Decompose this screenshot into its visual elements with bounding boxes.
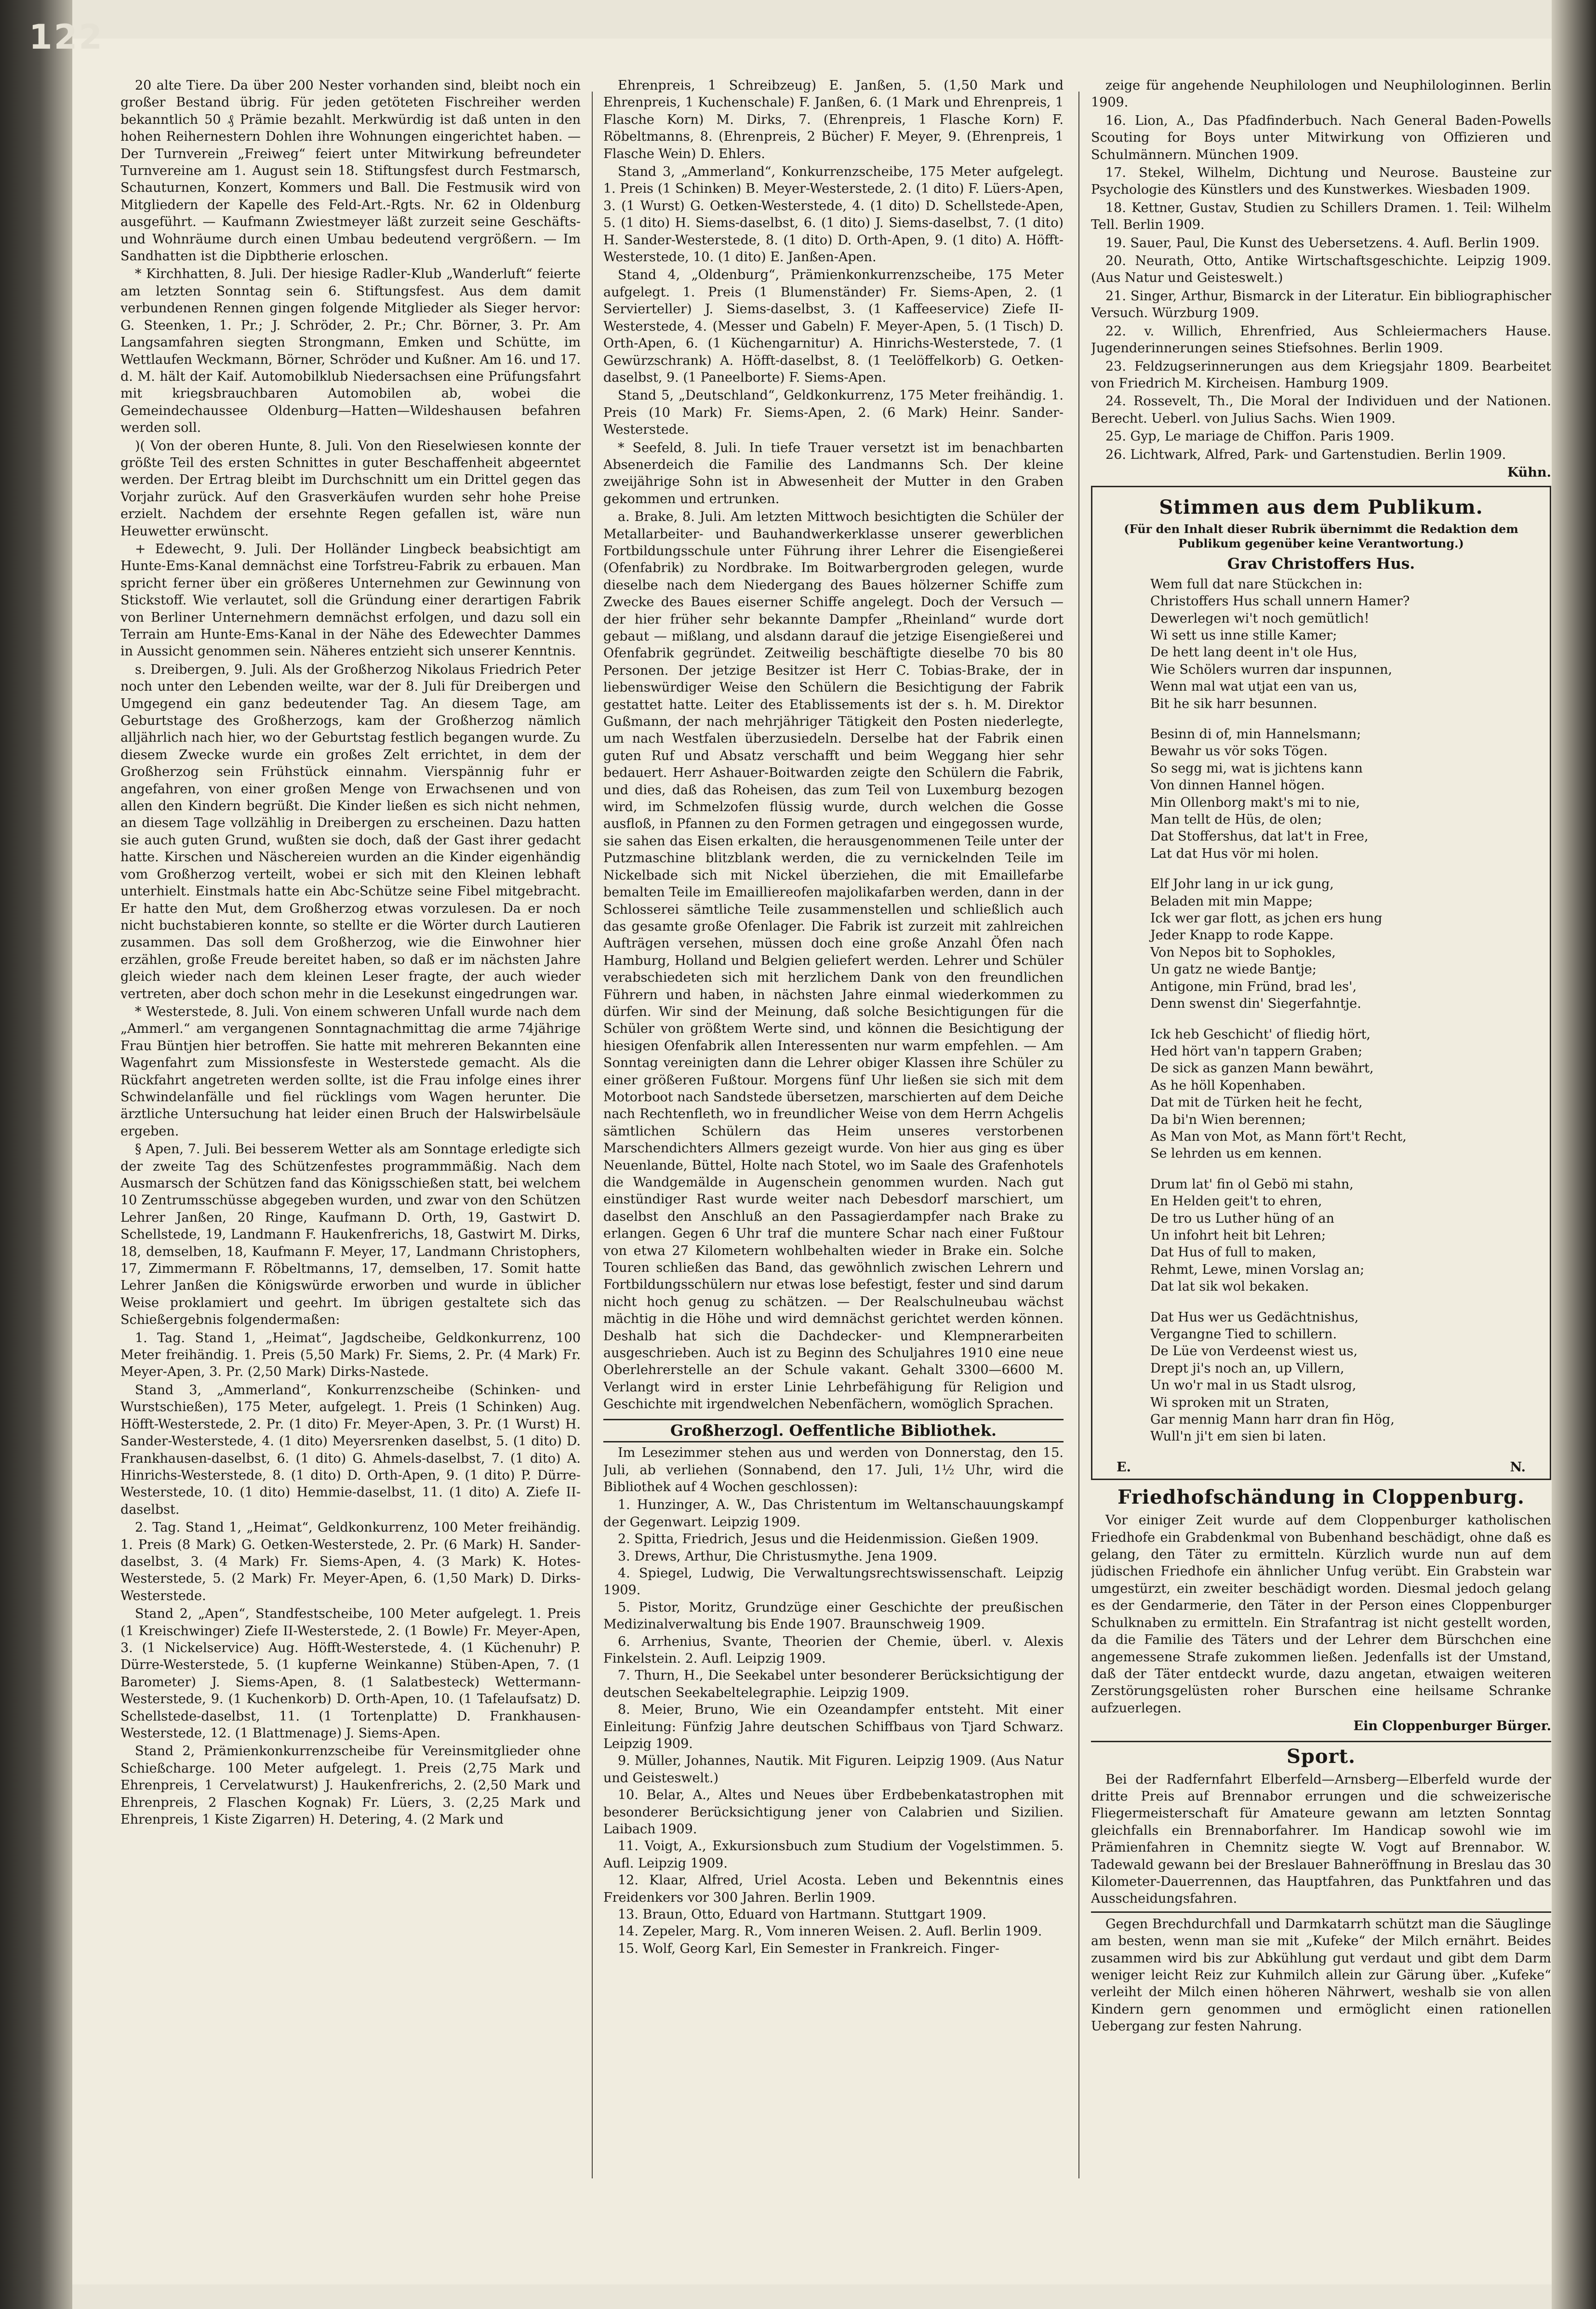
poem-line: Man tellt de Hüs, de olen; (1150, 812, 1322, 828)
poem-title: Grav Christoffers Hus. (1227, 555, 1415, 573)
list-item: 9. Müller, Johannes, Nautik. Mit Figuren. Leipzig 1909. (Aus Natur und Geisteswelt.) (603, 1753, 1064, 1786)
poem-stanza (1150, 726, 1545, 862)
list-item: 24. Rossevelt, Th., Die Moral der Individuen und der Nationen. Berecht. Ueberl. von Julius Sachs. Wien 1909. (1091, 394, 1551, 426)
poem-line: De sick as ganzen Mann bewährt, (1150, 1061, 1374, 1076)
list-item: 18. Kettner, Gustav, Studien zu Schillers Dramen. 1. Teil: Wilhelm Tell. Berlin 1909. (1091, 200, 1551, 233)
list-item: 23. Feldzugserinnerungen aus dem Kriegsjahr 1809. Bearbeitet von Friedrich M. Kircheisen. Hamburg 1909. (1091, 359, 1551, 391)
poem-line: Rehmt, Lewe, minen Vorslag an; (1150, 1262, 1365, 1277)
article-edewecht: + Edewecht, 9. Juli. Der Holländer Lingbeck beabsichtigt am Hunte-Ems-Kanal demnächst eine Torfstreu-Fabrik zu erbauen. Man spricht ferner über ein größeres Unternehmen zur Gewinnung von Stickstoff. Wie verlautet, soll die Gründung einer derartigen Fabrik von Berliner Unternehmern demnächst erfolgen, und dazu soll ein Terrain am Hunte-Ems-Kanal in der Nähe des Edewechter Dammes in Aussicht genommen sein. Näheres entzieht sich unserer Kenntnis. (120, 541, 581, 659)
poem-line: De Lüe von Verdeenst wiest us, (1150, 1344, 1358, 1359)
poem-stanza (1150, 1026, 1545, 1162)
article-apen: § Apen, 7. Juli. Bei besserem Wetter als am Sonntage erledigte sich der zweite Tag des Schützenfestes programmmäßig. Nach dem Ausmarsch der Schützen fand das Königsschießen statt, bei welchem 10 Zentrumsschüsse abgegeben wurden, und zwar von den Schützen Lehrer Janßen, 20 Ringe, Kaufmann D. Orth, 19, Gastwirt D. Schellstede, 19, Landmann F. Haukenfrerichs, 18, Gastwirt M. Dirks, 18, demselben, 18, Kaufmann F. Meyer, 17, Landmann Christophers, 17, Zimmermann F. Röbeltmanns, 17, demselben, 17. Somit hatte Lehrer Janßen die Königswürde erworben und wurde in üblicher Weise proklamiert und geehrt. Im übrigen gestaltete sich das Schießergebnis folgendermaßen: (120, 1142, 581, 1328)
friedhof-heading: Friedhofschändung in Cloppenburg. (1117, 1486, 1525, 1509)
poem-line: Dat Stoffershus, dat lat't in Free, (1150, 829, 1369, 844)
poem-line: Da bi'n Wien berennen; (1150, 1112, 1306, 1127)
signature-left: E. (1117, 1459, 1131, 1475)
result-paragraph: Stand 3, „Ammerland“, Konkurrenzscheibe, 175 Meter aufgelegt. 1. Preis (1 Schinken) B. Meyer-Westerstede, 2. (1 dito) F. Lüers-Apen, 3. (1 Wurst) G. Oetken-Westerstede, 4. (1 dito) D. Schellstede-Apen, 5. (1 dito) H. Siems-daselbst, 6. (1 dito) J. Siems-daselbst, 7. (1 dito) H. Sander-Westerstede, 8. (1 dito) D. Orth-Apen, 9. (1 dito) A. Höfft-Westerstede, 10. (1 dito) E. Janßen-Apen. (603, 164, 1064, 265)
poem-line: Bit he sik harr besunnen. (1150, 696, 1317, 711)
poem-line: Besinn di of, min Hannelsmann; (1150, 727, 1361, 742)
page-edge (1552, 0, 1596, 2309)
list-item: 7. Thurn, H., Die Seekabel unter besonderer Berücksichtigung der deutschen Seekabeltelegraphie. Leipzig 1909. (603, 1668, 1064, 1700)
poem-line: Gar mennig Mann harr dran fin Hög, (1150, 1412, 1395, 1428)
poem-line: Lat dat Hus vör mi holen. (1150, 846, 1319, 861)
result-paragraph: Stand 3, „Ammerland“, Konkurrenzscheibe (Schinken- und Wurstschießen), 175 Meter, aufgelegt. 1. Preis (1 Schinken) Aug. Höfft-Westerstede, 2. Pr. (1 dito) Fr. Meyer-Apen, 3. Pr. (1 Wurst) H. Sander-Westerstede, 4. (1 dito) Meyersrenken daselbst, 5. (1 dito) D. Frankhausen-daselbst, 6. (1 dito) G. Ahmels-daselbst, 7. (1 dito) A. Hinrichs-Westerstede, 8. (1 dito) D. Orth-Apen, 9. (1 dito) P. Dürre-Westerstede, 10. (1 dito) Hemmie-daselbst, 11. (1 dito) A. Ziefe II-daselbst. (120, 1382, 581, 1517)
poem-line: Vergangne Tied to schillern. (1150, 1327, 1337, 1342)
article-seefeld: * Seefeld, 8. Juli. In tiefe Trauer versetzt ist im benachbarten Absenerdeich die Familie des Landmanns Sch. Der kleine zweijährige Sohn ist in Abwesenheit der Mutter in den Graben gekommen und ertrunken. (603, 440, 1064, 507)
poem-line: Un wo'r mal in us Stadt ulsrog, (1150, 1378, 1357, 1393)
poem-stanza (1150, 876, 1545, 1012)
list-item: 11. Voigt, A., Exkursionsbuch zum Studium der Vogelstimmen. 5. Aufl. Leipzig 1909. (603, 1839, 1064, 1871)
list-item: 10. Belar, A., Altes und Neues über Erdbebenkatastrophen mit besonderer Berücksichtigung jener von Calabrien und Sizilien. Laibach 1909. (603, 1788, 1064, 1837)
poem-line: Jeder Knapp to rode Kappe. (1150, 928, 1334, 943)
page-number: 122 (29, 17, 104, 57)
poem-line: Wi sett us inne stille Kamer; (1150, 627, 1337, 643)
signature-right: N. (1510, 1459, 1526, 1475)
list-item: 21. Singer, Arthur, Bismarck in der Literatur. Ein bibliographischer Versuch. Würzburg 1909. (1091, 288, 1551, 321)
poem-line: Von dinnen Hannel högen. (1150, 778, 1325, 793)
poem-stanza (1150, 576, 1545, 712)
publikum-section (1091, 486, 1551, 1480)
list-item: 4. Spiegel, Ludwig, Die Verwaltungsrechtswissenschaft. Leipzig 1909. (603, 1565, 1064, 1598)
editorial-note: (Für den Inhalt dieser Rubrik übernimmt die Redaktion dem Publikum gegenüber keine Verantwortung.) (1124, 522, 1518, 551)
result-paragraph: 1. Tag. Stand 1, „Heimat“, Jagdscheibe, Geldkonkurrenz, 100 Meter freihändig. 1. Preis (5,50 Mark) Fr. Siems, 2. Pr. (4 Mark) Fr. Meyer-Apen, 3. Pr. (2,50 Mark) Dirks-Nastede. (120, 1330, 581, 1380)
article-obere-hunte: )( Von der oberen Hunte, 8. Juli. Von den Rieselwiesen konnte der größte Teil des ersten Schnittes in guter Beschaffenheit abgeerntet werden. Der Ertrag bleibt im Durchschnitt um ein Drittel gegen das Vorjahr zurück. Auf den Grasverkäufen wurden sehr hohe Preise erzielt. Nachdem der ersehnte Regen gefallen ist, wäre nun Heuwetter erwünscht. (120, 438, 581, 539)
poem-line: De tro us Luther hüng of an (1150, 1211, 1335, 1226)
result-paragraph: 2. Tag. Stand 1, „Heimat“, Geldkonkurrenz, 100 Meter freihändig. 1. Preis (8 Mark) G. Oetken-Westerstede, 2. Pr. (6 Mark) H. Sander-daselbst, 3. (4 Mark) Fr. Siems-Apen, 4. (3 Mark) K. Hotes-Westerstede, 5. (2 Mark) Fr. Meyer-Apen, 6. (1,50 Mark) D. Dirks-Westerstede. (120, 1520, 581, 1603)
list-item: 25. Gyp, Le mariage de Chiffon. Paris 1909. (1105, 429, 1395, 444)
poem-line: Dat Hus wer us Gedächtnishus, (1150, 1309, 1359, 1325)
poem-line: As Man von Mot, as Mann fört't Recht, (1150, 1129, 1407, 1144)
section-heading: Stimmen aus dem Publikum. (1159, 496, 1483, 519)
column-divider (1078, 92, 1079, 2178)
poem-signature (1097, 1459, 1545, 1476)
poem-line: Ick wer gar flott, as jchen ers hung (1150, 911, 1383, 926)
article-paragraph: 20 alte Tiere. Da über 200 Nester vorhanden sind, bleibt noch ein großer Bestand übrig. Für jeden getöteten Fischreiher werden bekanntlich 50 ₰ Prämie bezahlt. Merkwürdig ist daß unten in den hohen Reihernestern Dohlen ihre Wohnungen eingerichtet haben. — Der Turnverein „Freiweg“ feiert unter Mitwirkung befreundeter Turnvereine am 1. August sein 18. Stiftungsfest durch Festmarsch, Schauturnen, Konzert, Kommers und Ball. Die Festmusik wird von Mitgliedern der Kapelle des Feld-Art.-Rgts. Nr. 62 in Oldenburg ausgeführt. — Kaufmann Zwiestmeyer läßt zurzeit seine Geschäfts- und Wohnräume durch einen Umbau bedeutend vergrößern. — Im Sandhatten ist die Dipbtherie erloschen. (120, 78, 581, 264)
article-dreibergen: s. Dreibergen, 9. Juli. Als der Großherzog Nikolaus Friedrich Peter noch unter den Lebenden weilte, war der 8. Juli für Dreibergen und Umgegend ein ganz bedeutender Tag. An diesem Tage, am Geburtstage des Großherzogs, kam der Großherzog nämlich alljährlich nach hier, wo der Geburtstag festlich begangen wurde. Zu diesem Zwecke wurde ein großes Zelt errichtet, in dem der Großherzog sein Frühstück einnahm. Vierspännig fuhr er angefahren, von einer großen Menge von Erwachsenen und von allen den Kindern begrüßt. Die Kinder ließen es sich nicht nehmen, an diesem Tage vollzählig in Dreibergen zu erscheinen. Dazu hatten sie auch guten Grund, wußten sie doch, daß der Gast ihrer gedacht hatte. Kirschen und Näschereien wurden an die Kinder eigenhändig vom Großherzog verteilt, wobei er sich mit den Kleinen lebhaft unterhielt. Einstmals hatte ein Abc-Schütze seine Fibel mitgebracht. Er hatte den Mut, dem Großherzog etwas vorzulesen. Da er noch nicht buchstabieren konnte, so stellte er die Wörter durch Lautieren zusammen. Das soll dem Großherzog, wie die Einwohner hier erzählen, große Freude bereitet haben, so daß er im nächsten Jahre gleich wieder nach dem kleinen Leser fragte, der auch wieder vertreten, aber doch schon mehr in die Lesekunst eingedrungen war. (120, 662, 581, 1001)
poem-line: As he höll Kopenhaben. (1150, 1078, 1306, 1093)
result-paragraph: Stand 2, „Apen“, Standfestscheibe, 100 Meter aufgelegt. 1. Preis (1 Kreischwinger) Ziefe II-Westerstede, 2. (1 Bowle) Fr. Meyer-Apen, 3. (1 Nickelservice) Aug. Höfft-Westerstede, 4. (1 Küchenuhr) P. Dürre-Westerstede, 5. (1 kupferne Weinkanne) Stüben-Apen, 7. (1 Barometer) J. Siems-Apen, 8. (1 Salatbesteck) Wettermann-Westerstede, 9. (1 Kuchenkorb) D. Orth-Apen, 10. (1 Tafelaufsatz) D. Schellstede-daselbst, 11. (1 Tortenplatte) D. Frankhausen-Westerstede, 12. (1 Blattmenage) J. Siems-Apen. (120, 1606, 581, 1741)
poem-line: Elf Johr lang in ur ick gung, (1150, 877, 1334, 892)
list-item: 8. Meier, Bruno, Wie ein Ozeandampfer entsteht. Mit einer Einleitung: Fünfzig Jahre deutschen Schiffbaus von Tjard Schwarz. Leipzig 1909. (603, 1702, 1064, 1751)
sport-article: Bei der Radfernfahrt Elberfeld—Arnsberg—Elberfeld wurde der dritte Preis auf Brennabor errungen und die schweizerische Fliegermeisterschaft für Amateure gewann am letzten Sonntag gleichfalls ein Brennaborfahrer. Im Handicap sowohl wie im Prämienfahren in Chemnitz siegte W. Vogt auf Brennabor. W. Tadewald gewann bei der Breslauer Bahneröffnung in Breslau das 30 Kilometer-Dauerrennen, das Hauptfahren, das Punktfahren und das Ausscheidungsfahren. (1091, 1772, 1551, 1907)
poem-line: Antigone, min Fründ, brad les', (1150, 979, 1357, 994)
result-paragraph: Stand 2, Prämienkonkurrenzscheibe für Vereinsmitglieder ohne Schießcharge. 100 Meter aufgelegt. 1. Preis (2,75 Mark und Ehrenpreis, 1 Cervelatwurst) J. Haukenfrerichs, 2. (2,50 Mark und Ehrenpreis, 2 Flaschen Kognak) Fr. Lüers, 3. (2,25 Mark und Ehrenpreis, 1 Kiste Zigarren) H. Detering, 4. (2 Mark und (120, 1744, 581, 1828)
result-paragraph: Stand 5, „Deutschland“, Geldkonkurrenz, 175 Meter freihändig. 1. Preis (10 Mark) Fr. Siems-Apen, 2. (6 Mark) Heinr. Sander-Westerstede. (603, 388, 1064, 438)
signature: Kühn. (1507, 465, 1551, 480)
poem-line: Drum lat' fin ol Gebö mi stahn, (1150, 1176, 1354, 1192)
list-item: 13. Braun, Otto, Eduard von Hartmann. Stuttgart 1909. (618, 1907, 986, 1922)
list-item: 17. Stekel, Wilhelm, Dichtung und Neurose. Bausteine zur Psychologie des Künstlers und des Kunstwerkes. Wiesbaden 1909. (1091, 165, 1551, 198)
poem (1150, 576, 1545, 1445)
poem-line: Un infohrt heit bit Lehren; (1150, 1228, 1326, 1243)
poem-line: Denn swenst din' Siegerfahntje. (1150, 996, 1361, 1012)
poem-line: Wi sproken mit un Straten, (1150, 1395, 1330, 1410)
poem-line: Wie Schölers wurren dar inspunnen, (1150, 662, 1393, 677)
poem-line: Se lehrden us em kennen. (1150, 1146, 1322, 1161)
result-paragraph: Stand 4, „Oldenburg“, Prämienkonkurrenzscheibe, 175 Meter aufgelegt. 1. Preis (1 Blumenständer) Fr. Siems-Apen, 2. (1 Servierteller) J. Siems-daselbst, 3. (1 Kaffeeservice) Ziefe II-Westerstede, 4. (Messer und Gabeln) F. Meyer-Apen, 5. (1 Tisch) D. Orth-Apen, 6. (1 Küchengarnitur) A. Hinrichs-Westerstede, 7. (1 Gewürzschrank) A. Höfft-daselbst, 8. (1 Teelöffelkorb) G. Oetken-daselbst, 9. (1 Paneelborte) F. Siems-Apen. (603, 267, 1064, 385)
list-item: 12. Klaar, Alfred, Uriel Acosta. Leben und Bekenntnis eines Freidenkers vor 300 Jahren. Berlin 1909. (603, 1873, 1064, 1905)
poem-line: Dat Hus of full to maken, (1150, 1245, 1317, 1260)
column-3 (1091, 77, 1551, 2236)
poem-line: Bewahr us vör soks Tögen. (1150, 744, 1328, 759)
list-item: 6. Arrhenius, Svante, Theorien der Chemie, überl. v. Alexis Finkelstein. 2. Aufl. Leipzig 1909. (603, 1634, 1064, 1666)
poem-line: Dewerlegen wi't noch gemütlich! (1150, 611, 1370, 626)
list-item: 15. Wolf, Georg Karl, Ein Semester in Frankreich. Finger- (618, 1941, 999, 1956)
poem-line: Wem full dat nare Stückchen in: (1150, 576, 1363, 592)
list-item: 2. Spitta, Friedrich, Jesus und die Heidenmission. Gießen 1909. (618, 1532, 1039, 1547)
poem-stanza (1150, 1176, 1545, 1295)
poem-line: Min Ollenborg makt's mi to nie, (1150, 795, 1360, 810)
list-item: 3. Drews, Arthur, Die Christusmythe. Jena 1909. (618, 1548, 937, 1564)
list-item: 16. Lion, A., Das Pfadfinderbuch. Nach General Baden-Powells Scouting for Boys unter Mitwirkung von Offizieren und Schulmännern. München 1909. (1091, 113, 1551, 162)
poem-line: Beladen mit min Mappe; (1150, 894, 1313, 909)
poem-line: Wull'n ji't em sien bi laten. (1150, 1429, 1327, 1444)
poem-line: So segg mi, wat is jichtens kann (1150, 761, 1363, 776)
poem-line: Von Nepos bit to Sophokles, (1150, 945, 1336, 960)
list-item: 19. Sauer, Paul, Die Kunst des Uebersetzens. 4. Aufl. Berlin 1909. (1105, 235, 1540, 251)
list-item: 26. Lichtwark, Alfred, Park- und Gartenstudien. Berlin 1909. (1105, 447, 1506, 462)
article-kirchhatten: * Kirchhatten, 8. Juli. Der hiesige Radler-Klub „Wanderluft“ feierte am letzten Sonntag sein 6. Stiftungsfest. Aus dem damit verbundenen Rennen gingen folgende Mitglieder als Sieger hervor: G. Steenken, 1. Pr.; J. Schröder, 2. Pr.; Chr. Börner, 3. Pr. Am Langsamfahren siegten Strongmann, Emken und Schütte, im Wettlaufen Weckmann, Börner, Schröder und Kußner. Am 16. und 17. d. M. hält der Kaif. Automobilklub Niedersachsen eine Prüfungsfahrt mit kriegsbrauchbaren Automobilen ab, wobei die Gemeindechaussee Oldenburg—Hatten—Wildeshausen befahren werden soll. (120, 267, 581, 436)
library-intro: Im Lesezimmer stehen aus und werden von Donnerstag, den 15. Juli, ab verliehen (Sonnabend, den 17. Juli, 1½ Uhr, wird die Bibliothek auf 4 Wochen geschlossen): (603, 1445, 1064, 1495)
advertisement: Gegen Brechdurchfall und Darmkatarrh schützt man die Säuglinge am besten, wenn man sie mit „Kufeke“ der Milch ernährt. Beides zusammen wird bis zur Abkühlung gut verdaut und gibt dem Darm weniger leicht Reiz zur Kuhmilch allein zur Gärung über. „Kufeke“ verleiht der Milch einen höheren Nährwert, weshalb sie von allen Kindern gern genommen und ermöglicht einen rationellen Uebergang zur festen Nahrung. (1091, 1911, 1551, 2035)
list-item: 1. Hunzinger, A. W., Das Christentum im Weltanschauungskampf der Gegenwart. Leipzig 1909. (603, 1497, 1064, 1530)
poem-stanza (1150, 1309, 1545, 1445)
column-1 (120, 77, 581, 2236)
list-item: 20. Neurath, Otto, Antike Wirtschaftsgeschichte. Leipzig 1909. (Aus Natur und Geisteswelt.) (1091, 254, 1551, 286)
poem-line: De hett lang deent in't ole Hus, (1150, 645, 1357, 660)
poem-line: Christoffers Hus schall unnern Hamer? (1150, 594, 1410, 609)
poem-line: Ick heb Geschicht' of fliedig hört, (1150, 1027, 1371, 1042)
library-heading: Großherzogl. Oeffentliche Bibliothek. (603, 1419, 1064, 1442)
article-brake: a. Brake, 8. Juli. Am letzten Mittwoch besichtigten die Schüler der Metallarbeiter- und Bauhandwerkerklasse unserer gewerblichen Fortbildungsschule unter Führung ihrer Lehrer die Eisengießerei (Ofenfabrik) zu Nordbrake. Im Boitwarbergroden gelegen, wurde dieselbe nach dem Niedergang des Baues hölzerner Schiffe zum Zwecke des Baues eiserner Schiffe angelegt. Doch der Versuch — der hier früher sehr bekannte Dampfer „Rheinland“ wurde dort gebaut — mißlang, und alsdann darauf die jetzige Eisengießerei und Ofenfabrik gegründet. Zeitweilig beschäftigte dieselbe 70 bis 80 Personen. Der jetzige Besitzer ist Herr C. Tobias-Brake, der in liebenswürdiger Weise den Schülern die Besichtigung der Fabrik gestattet hatte. Leiter des Etablissements ist der s. h. M. Direktor Gußmann, der nach mehrjähriger Tätigkeit den Posten niederlegte, um nach Westfalen überzusiedeln. Derselbe hat der Fabrik einen guten Ruf und Absatz verschafft und beim Weggang hier sehr bedauert. Herr Ashauer-Boitwarden zeigte den Schülern die Fabrik, und dies, daß das Roheisen, das zum Teil von Luxemburg bezogen wird, im Schmelzofen flüssig wurde, durch welchen die Gosse ausfloß, in Pfannen zu den Formen getragen und eingegossen wurde, sie sahen das Eisen erkalten, die herausgenommenen Teile unter der Putzmaschine blitzblank werden, die zu vernickelnden Teile im Nickelbade sich mit Nickel überziehen, die mit Emaillefarbe bemalten Teile im Emailliereofen majolikafarben werden, dann in der Schlosserei sämtliche Teile zusammenstellen und schließlich auch das gesamte große Ofenlager. Die Fabrik ist zurzeit mit zahlreichen Aufträgen versehen, müssen doch eine große Anzahl Öfen nach Hamburg, Holland und Belgien geliefert werden. Lehrer und Schüler verabschiedeten sich mit herzlichem Dank von den freundlichen Führern und haben, in nächsten Jahre einmal wiederkommen zu dürfen. Wir sind der Meinung, daß solche Besichtigungen für die Schüler von größtem Werte sind, und können die Besichtigung der hiesigen Ofenfabrik allen Interessenten nur warm empfehlen. — Am Sonntag vereinigten dann die Lehrer obiger Klassen ihre Schüler zu einer größeren Fußtour. Morgens fünf Uhr ließen sie sich mit dem Motorboot nach Sandstede übersetzen, marschierten auf dem Deiche nach Rechtenfleth, wo in freundlicher Weise von dem Herrn Achgelis sämtlichen Schülern das Heim unseres verstorbenen Marschendichters Allmers gezeigt wurde. Von hier aus ging es über Neuenlande, Büttel, Holte nach Stotel, wo im Saale des Grafenhotels die Wandgemälde in Augenschein genommen wurden. Nach gut einstündiger Rast wurde weiter nach Debesdorf marschiert, um daselbst den Anschluß an den Passagierdampfer nach Brake zu erlangen. Gegen 6 Uhr traf die muntere Schar nach einer Fußtour von etwa 27 Kilometern wohlbehalten wieder in Brake ein. Solche Touren schließen das Band, das gewöhnlich zwischen Lehrern und Fortbildungsschülern nur etwas lose befestigt, fester und sind darum nicht hoch genug zu schätzen. — Der Realschulneubau wächst mächtig in die Höhe und wird demnächst gerichtet werden können. Deshalb hat sich die Dachdecker- und Klempnerarbeiten ausgeschrieben. Auch ist zu Beginn des Schuljahres 1910 eine neue Oberlehrerstelle an der Schule vakant. Gehalt 3300—6600 M. Verlangt wird in erster Linie Lehrbefähigung für Religion und Geschichte mit irgendwelchen Nebenfächern, womöglich Sprachen. (603, 509, 1064, 1412)
poem-line: Dat lat sik wol bekaken. (1150, 1279, 1309, 1295)
column-divider (592, 92, 593, 2178)
book-binding (0, 0, 72, 2309)
list-item: 5. Pistor, Moritz, Grundzüge einer Geschichte der preußischen Medizinalverwaltung bis Ende 1907. Braunschweig 1909. (603, 1600, 1064, 1632)
article-westerstede: * Westerstede, 8. Juli. Von einem schweren Unfall wurde nach dem „Ammerl.“ am vergangenen Sonntagnachmittag die arme 74jährige Frau Büntjen hier betroffen. Sie hatte mit mehreren Bekannten eine Wagenfahrt zum Missionsfeste in Westerstede gemacht. Als die Rückfahrt angetreten werden sollte, ist die Frau infolge eines ihrer Schwindelanfälle und fiel rücklings vom Wagen herunter. Die ärztliche Untersuchung hat leider einen Bruch der Halswirbelsäule ergeben. (120, 1004, 581, 1139)
list-item: 22. v. Willich, Ehrenfried, Aus Schleiermachers Hause. Jugenderinnerungen seines Stiefsohnes. Berlin 1909. (1091, 323, 1551, 356)
poem-line: Dat mit de Türken heit he fecht, (1150, 1095, 1363, 1110)
result-paragraph: Ehrenpreis, 1 Schreibzeug) E. Janßen, 5. (1,50 Mark und Ehrenpreis, 1 Kuchenschale) F. Janßen, 6. (1 Mark und Ehrenpreis, 1 Flasche Korn) M. Dirks, 7. (Ehrenpreis, 1 Flasche Korn) F. Röbeltmanns, 8. (Ehrenpreis, 2 Bücher) F. Meyer, 9. (Ehrenpreis, 1 Flasche Wein) D. Ehlers. (603, 78, 1064, 161)
poem-line: Hed hört van'n tappern Graben; (1150, 1043, 1363, 1059)
poem-line: En Helden geit't to ehren, (1150, 1194, 1322, 1209)
poem-line: Wenn mal wat utjat een van us, (1150, 679, 1357, 694)
library-list (603, 1496, 1064, 1957)
poem-line: Drept ji's noch an, up Villern, (1150, 1361, 1344, 1376)
signature: Ein Cloppenburger Bürger. (1353, 1719, 1551, 1734)
list-item: zeige für angehende Neuphilologen und Neuphilologinnen. Berlin 1909. (1091, 78, 1551, 110)
column-2 (603, 77, 1064, 2236)
list-item: 14. Zepeler, Marg. R., Vom inneren Weisen. 2. Aufl. Berlin 1909. (618, 1924, 1042, 1939)
friedhof-article: Vor einiger Zeit wurde auf dem Cloppenburger katholischen Friedhofe ein Grabdenkmal von Bubenhand beschädigt, ohne daß es gelang, den Täter zu ermitteln. Kürzlich wurde nun auf dem jüdischen Friedhofe ein ähnlicher Unfug verübt. Ein Grabstein war umgestürzt, ein zweiter beschädigt worden. Diesmal jedoch gelang es der Gendarmerie, den Täter in der Person eines Cloppenburger Schulknaben zu ermitteln. Ein Strafantrag ist nicht gestellt worden, da die Familie des Täters und der Lehrer dem Bürschchen eine angemessene Strafe zukommen ließen. Jedenfalls ist der Umstand, daß der Täter entdeckt wurde, dazu angetan, etwaigen weiteren Zerstörungsgelüsten roher Burschen eine heilsame Schranke aufzuerlegen. (1091, 1513, 1551, 1716)
sport-heading: Sport. (1091, 1741, 1551, 1768)
poem-line: Un gatz ne wiede Bantje; (1150, 962, 1317, 977)
